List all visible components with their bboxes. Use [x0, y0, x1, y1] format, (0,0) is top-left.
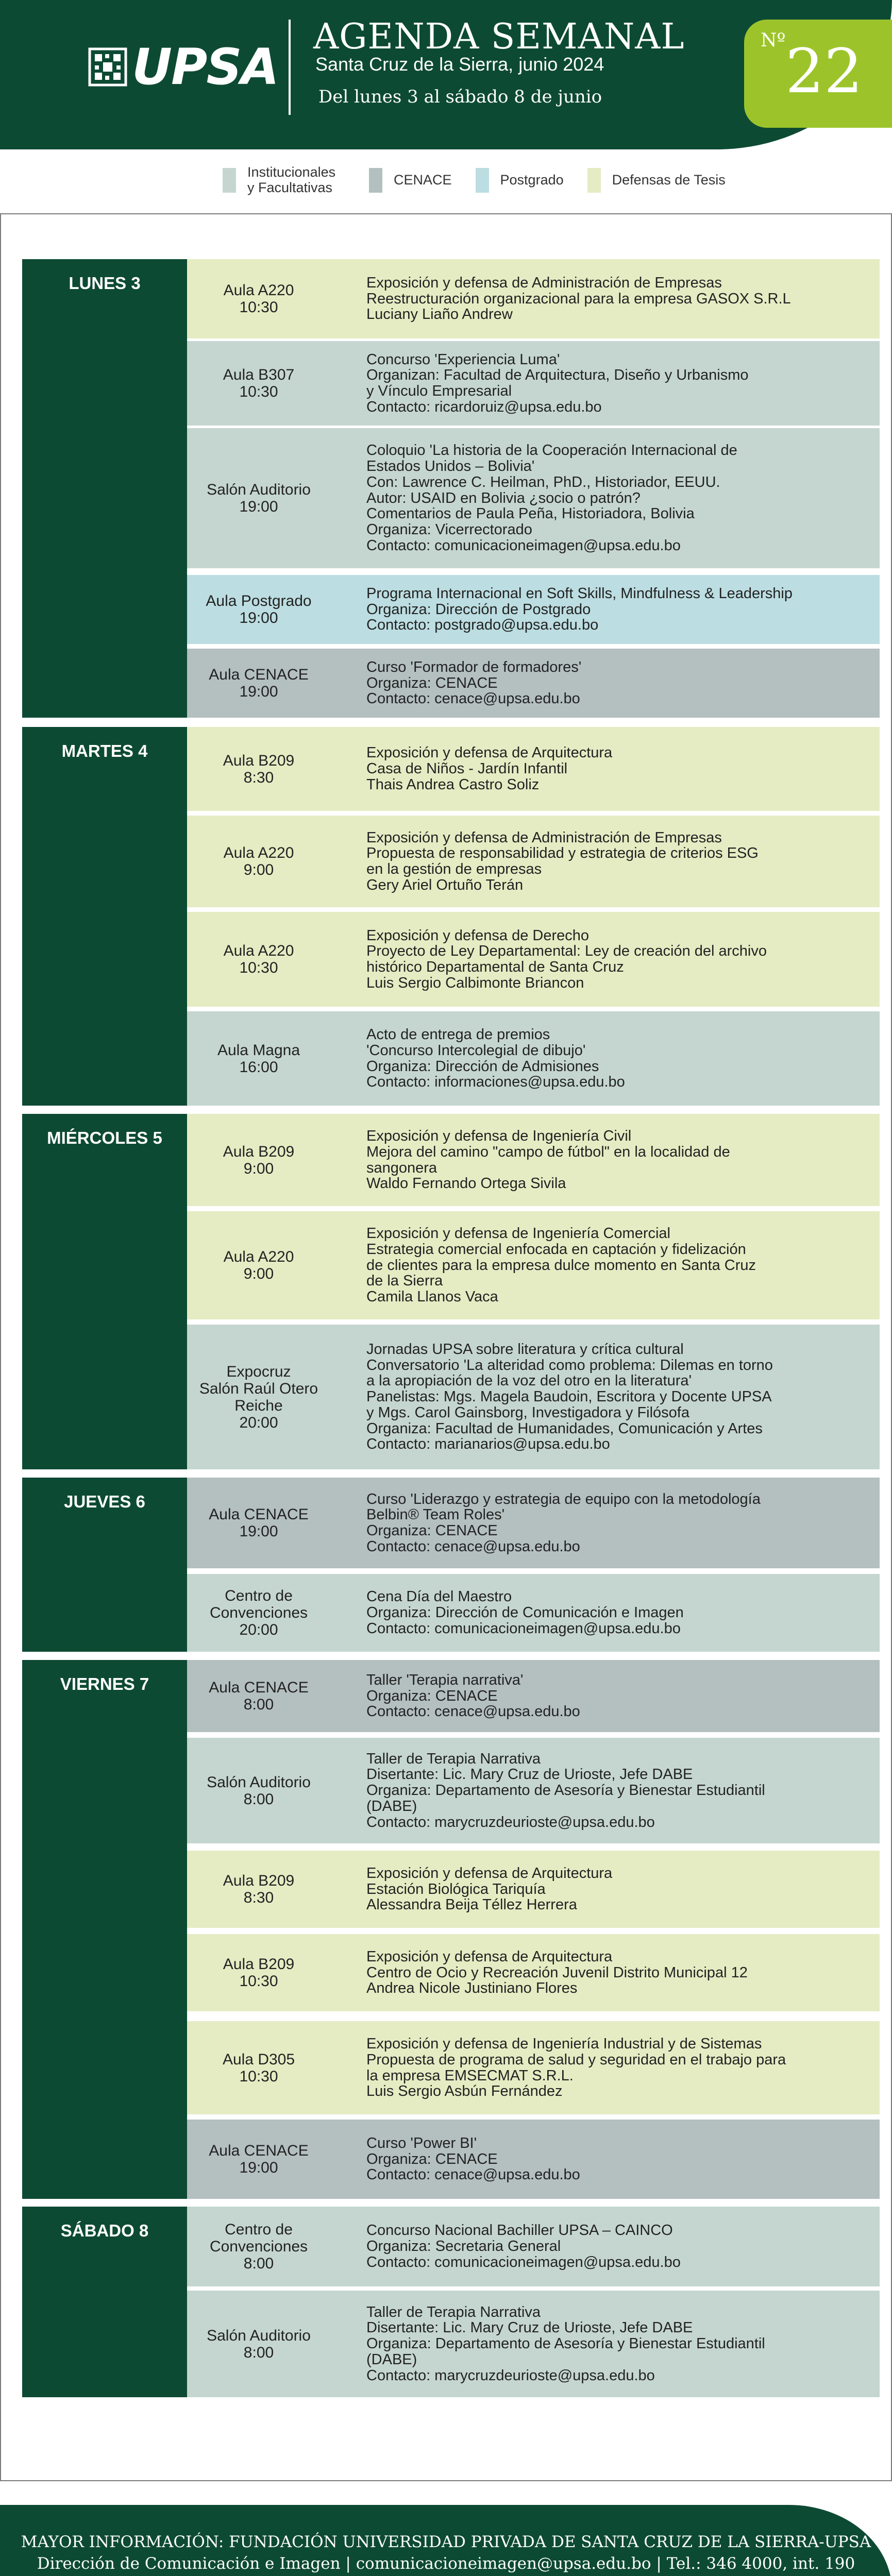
header-divider — [289, 20, 291, 115]
event-line: Taller de Terapia Narrativa — [366, 1750, 541, 1767]
event-line: Autor: USAID en Bolivia ¿socio o patrón? — [366, 489, 641, 506]
event-row — [187, 1574, 880, 1652]
event-line: Curso 'Power BI' — [366, 2134, 477, 2151]
event-place-line: Aula CENACE — [209, 666, 309, 683]
event-place-line: Aula B209 — [223, 1956, 295, 1973]
event-line: Exposición y defensa de Derecho — [366, 927, 590, 944]
event-row — [187, 912, 880, 1007]
event-line: Contacto: comunicacioneimagen@upsa.edu.bo — [366, 2253, 681, 2270]
date-range: Del lunes 3 al sábado 8 de junio — [318, 87, 602, 107]
event-row — [187, 1325, 880, 1469]
event-place-time — [187, 666, 330, 700]
event-place-line: 8:00 — [243, 2344, 274, 2361]
event-line: Organiza: Dirección de Comunicación e Imagen — [366, 1604, 684, 1621]
legend-swatch — [587, 168, 601, 193]
event-place-time — [187, 1506, 330, 1540]
event-line: Contacto: cenace@upsa.edu.bo — [366, 1703, 580, 1720]
event-line: Luis Sergio Asbún Fernández — [366, 2083, 563, 2100]
event-line: Disertante: Lic. Mary Cruz de Urioste, Jefe DABE — [366, 1766, 693, 1783]
event-description — [366, 2036, 806, 2099]
event-row — [187, 816, 880, 907]
logo-wordmark: UPSA — [132, 38, 278, 96]
footer-banner — [0, 2505, 892, 2576]
event-description — [366, 443, 758, 553]
event-place-line: Aula CENACE — [209, 1506, 309, 1523]
event-row — [187, 2291, 880, 2397]
event-line: (DABE) — [366, 2351, 417, 2368]
event-line: histórico Departamental de Santa Cruz — [366, 959, 624, 975]
event-row — [187, 341, 880, 426]
event-line: Casa de Niños - Jardín Infantil — [366, 760, 568, 777]
event-place-line: Centro de — [225, 1587, 293, 1604]
event-place-line: 9:00 — [243, 1160, 274, 1177]
event-line: Organiza: Dirección de Admisiones — [366, 1058, 599, 1075]
event-line: y Mgs. Carol Gainsborg, Investigadora y Filósofa — [366, 1404, 689, 1421]
event-row — [187, 259, 880, 338]
event-line: Contacto: marycruzdeurioste@upsa.edu.bo — [366, 2367, 655, 2384]
event-place-time — [187, 844, 330, 878]
event-place-line: 19:00 — [239, 1523, 278, 1540]
event-line: Contacto: ricardoruiz@upsa.edu.bo — [366, 398, 602, 415]
event-line: Propuesta de programa de salud y seguridad en el trabajo para — [366, 2051, 786, 2068]
event-place-line: 10:30 — [239, 299, 278, 316]
event-place-time — [187, 1363, 330, 1431]
event-line: Contacto: cenace@upsa.edu.bo — [366, 1538, 580, 1555]
event-place-time — [187, 1248, 330, 1282]
event-line: Cena Día del Maestro — [366, 1588, 512, 1605]
event-line: y Vínculo Empresarial — [366, 383, 512, 399]
event-line: Panelistas: Mgs. Magela Baudoin, Escritora y Docente UPSA — [366, 1388, 772, 1405]
event-place-line: Salón Auditorio — [207, 2327, 311, 2344]
event-place-line: Aula B307 — [223, 366, 295, 383]
event-line: Organiza: Secretaria General — [366, 2238, 561, 2255]
header-banner — [0, 0, 892, 149]
issue-number: 22 — [785, 36, 863, 107]
event-place-time — [187, 1679, 330, 1713]
event-description — [366, 2136, 601, 2183]
event-line: Centro de Ocio y Recreación Juvenil Distrito Municipal 12 — [366, 1964, 748, 1981]
event-place-line: 19:00 — [239, 2159, 278, 2176]
event-place-line: Aula Postgrado — [206, 592, 312, 609]
event-description — [366, 352, 769, 415]
event-line: Gery Ariel Ortuño Terán — [366, 876, 524, 893]
event-line: Organiza: CENACE — [366, 674, 498, 691]
event-row — [187, 727, 880, 811]
event-place-line: 19:00 — [239, 683, 278, 700]
event-row — [187, 1851, 880, 1928]
event-description — [366, 745, 633, 792]
event-place-line: Aula A220 — [223, 942, 294, 959]
event-place-time — [187, 1872, 330, 1906]
day-label: MARTES 4 — [22, 727, 187, 1106]
event-place-time — [187, 592, 330, 626]
event-line: Exposición y defensa de Arquitectura — [366, 1865, 613, 1882]
event-description — [366, 1589, 704, 1636]
event-line: Contacto: cenace@upsa.edu.bo — [366, 690, 580, 707]
event-place-line: 10:30 — [239, 2067, 278, 2085]
event-place-line: Aula D305 — [222, 2050, 295, 2068]
footer-contact: Dirección de Comunicación e Imagen | comunicacioneimagen@upsa.edu.bo | Tel.: 346 4000, int. 190 — [37, 2554, 855, 2573]
event-place-line: Aula A220 — [223, 844, 294, 861]
event-line: Reestructuración organizacional para la empresa GASOX S.R.L — [366, 290, 791, 307]
event-line: Estación Biológica Tariquía — [366, 1880, 546, 1897]
event-line: Exposición y defensa de Administración de Empresas — [366, 274, 722, 291]
event-line: la empresa EMSECMAT S.R.L. — [366, 2067, 574, 2084]
event-place-line: Aula A220 — [223, 282, 294, 299]
event-place-line: Salón Auditorio — [207, 481, 311, 498]
event-place-line: 9:00 — [243, 861, 274, 878]
footer-info: MAYOR INFORMACIÓN: FUNDACIÓN UNIVERSIDAD PRIVADA DE SANTA CRUZ DE LA SIERRA-UPSA — [21, 2533, 871, 2551]
issue-label: Nº — [761, 30, 786, 51]
category-legend — [223, 164, 749, 197]
legend-item-institucionales — [223, 165, 345, 195]
event-line: Programa Internacional en Soft Skills, Mindfulness & Leadership — [366, 585, 793, 602]
event-description — [366, 659, 602, 707]
legend-swatch — [369, 168, 382, 193]
event-place-line: Convenciones — [209, 1604, 308, 1621]
event-line: Contacto: cenace@upsa.edu.bo — [366, 2166, 580, 2183]
event-place-line: Aula Magna — [217, 1041, 300, 1059]
day-label: JUEVES 6 — [22, 1478, 187, 1652]
event-line: Contacto: marycruzdeurioste@upsa.edu.bo — [366, 1814, 655, 1831]
event-row — [187, 575, 880, 644]
event-place-line: 20:00 — [239, 1414, 278, 1431]
frame-top-line — [0, 213, 892, 214]
event-place-line: Convenciones — [209, 2238, 308, 2255]
event-line: Organiza: CENACE — [366, 2150, 498, 2167]
event-place-line: Centro de — [225, 2221, 293, 2238]
event-line: Organizan: Facultad de Arquitectura, Diseño y Urbanismo — [366, 367, 749, 384]
event-place-line: 8:00 — [243, 1696, 274, 1713]
event-line: Luis Sergio Calbimonte Briancon — [366, 974, 584, 991]
day-label: VIERNES 7 — [22, 1660, 187, 2199]
event-line: Proyecto de Ley Departamental: Ley de creación del archivo — [366, 943, 767, 960]
legend-item-postgrado — [476, 168, 564, 193]
event-line: Organiza: CENACE — [366, 1687, 498, 1704]
event-row — [187, 1660, 880, 1732]
event-row — [187, 2120, 880, 2199]
event-line: Conversatorio 'La alteridad como problema: Dilemas en torno — [366, 1357, 773, 1374]
event-line: Con: Lawrence C. Heilman, PhD., Historiador, EEUU. — [366, 473, 720, 490]
event-place-time — [187, 2142, 330, 2176]
event-line: Curso 'Formador de formadores' — [366, 658, 582, 675]
event-place-line: 10:30 — [239, 383, 278, 400]
event-line: Andrea Nicole Justiniano Flores — [366, 1980, 578, 1997]
event-place-line: 19:00 — [239, 609, 278, 626]
page-title: AGENDA SEMANAL — [313, 16, 685, 57]
event-line: Concurso Nacional Bachiller UPSA – CAINCO — [366, 2222, 673, 2239]
event-place-line: 20:00 — [239, 1621, 278, 1638]
event-row — [187, 1478, 880, 1568]
event-place-time — [187, 1956, 330, 1990]
event-place-time — [187, 1587, 330, 1638]
event-line: Exposición y defensa de Ingeniería Civil — [366, 1128, 632, 1145]
event-line: Alessandra Beija Téllez Herrera — [366, 1896, 577, 1913]
event-row — [187, 1011, 880, 1106]
legend-label: Defensas de Tesis — [612, 172, 726, 188]
event-row — [187, 2207, 880, 2286]
event-line: Curso 'Liderazgo y estrategia de equipo con la metodología — [366, 1490, 761, 1507]
event-line: Jornadas UPSA sobre literatura y crítica cultural — [366, 1341, 684, 1358]
event-description — [366, 1342, 794, 1452]
event-line: Mejora del camino "campo de fútbol" en la localidad de — [366, 1143, 730, 1160]
event-line: en la gestión de empresas — [366, 861, 542, 877]
event-line: Belbin® Team Roles' — [366, 1506, 505, 1523]
event-line: Acto de entrega de premios — [366, 1026, 550, 1043]
event-line: Contacto: postgrado@upsa.edu.bo — [366, 617, 599, 634]
event-description — [366, 2223, 701, 2270]
event-line: Exposición y defensa de Ingeniería Industrial y de Sistemas — [366, 2036, 762, 2053]
event-description — [366, 1866, 633, 1913]
event-place-time — [187, 1774, 330, 1808]
event-description — [366, 275, 812, 323]
event-place-line: 10:30 — [239, 959, 278, 976]
event-description — [366, 1751, 786, 1831]
day-label: SÁBADO 8 — [22, 2207, 187, 2397]
event-line: Exposición y defensa de Administración de Empresas — [366, 829, 722, 846]
event-row — [187, 2021, 880, 2114]
event-place-line: 8:00 — [243, 2255, 274, 2272]
event-line: de clientes para la empresa dulce momento en Santa Cruz — [366, 1257, 756, 1274]
event-line: Organiza: Vicerrectorado — [366, 521, 532, 538]
event-place-time — [187, 2327, 330, 2361]
event-place-line: Reiche — [234, 1397, 283, 1414]
legend-item-cenace — [369, 168, 452, 193]
event-line: Contacto: comunicacioneimagen@upsa.edu.bo — [366, 1620, 681, 1637]
event-line: Contacto: informaciones@upsa.edu.bo — [366, 1074, 625, 1091]
legend-item-defensas — [587, 168, 726, 193]
event-line: a la apropiación de la voz del otro en la literatura' — [366, 1372, 692, 1389]
event-line: Contacto: comunicacioneimagen@upsa.edu.bo — [366, 537, 681, 554]
event-place-line: Aula B209 — [223, 752, 295, 769]
event-place-line: Salón Raúl Otero — [199, 1380, 318, 1397]
event-place-line: Aula A220 — [223, 1248, 294, 1265]
event-line: Exposición y defensa de Ingeniería Comercial — [366, 1225, 670, 1242]
event-line: Exposición y defensa de Arquitectura — [366, 1948, 613, 1965]
event-row — [187, 428, 880, 568]
event-line: Waldo Fernando Ortega Sivila — [366, 1175, 566, 1192]
event-place-time — [187, 2051, 330, 2085]
frame-bottom-line — [0, 2480, 892, 2481]
event-line: Camila Llanos Vaca — [366, 1289, 498, 1306]
event-line: Taller 'Terapia narrativa' — [366, 1671, 524, 1688]
event-row — [187, 1934, 880, 2011]
event-line: Organiza: CENACE — [366, 1522, 498, 1539]
upsa-logo — [88, 36, 278, 98]
event-line: Luciany Liaño Andrew — [366, 306, 513, 323]
event-place-line: Aula B209 — [223, 1872, 295, 1889]
event-line: Concurso 'Experiencia Luma' — [366, 351, 560, 368]
event-place-time — [187, 2221, 330, 2272]
event-line: Taller de Terapia Narrativa — [366, 2303, 541, 2320]
event-line: Propuesta de responsabilidad y estrategia de criterios ESG — [366, 845, 759, 862]
event-description — [366, 1672, 601, 1720]
event-row — [187, 1114, 880, 1206]
legend-swatch — [223, 168, 236, 193]
event-place-line: 8:00 — [243, 1790, 274, 1808]
day-label: LUNES 3 — [22, 259, 187, 718]
event-line: sangonera — [366, 1159, 437, 1176]
event-place-time — [187, 942, 330, 976]
event-line: Estrategia comercial enfocada en captación y fidelización — [366, 1241, 746, 1258]
issue-badge — [744, 20, 892, 128]
event-row — [187, 1738, 880, 1843]
event-line: (DABE) — [366, 1798, 417, 1815]
event-place-line: Aula CENACE — [209, 2142, 309, 2159]
event-line: Disertante: Lic. Mary Cruz de Urioste, Jefe DABE — [366, 2319, 693, 2336]
event-line: de la Sierra — [366, 1273, 443, 1290]
event-place-line: Salón Auditorio — [207, 1773, 311, 1791]
event-description — [366, 1492, 781, 1555]
event-description — [366, 586, 813, 633]
event-place-line: 9:00 — [243, 1265, 274, 1282]
event-place-time — [187, 1143, 330, 1177]
event-description — [366, 2304, 786, 2384]
event-place-line: 10:30 — [239, 1973, 278, 1990]
event-place-line: Aula B209 — [223, 1143, 295, 1160]
event-place-time — [187, 481, 330, 515]
upsa-emblem-icon — [88, 47, 128, 87]
legend-label: Institucionales y Facultativas — [247, 164, 336, 195]
event-line: Thais Andrea Castro Soliz — [366, 776, 540, 793]
event-line: 'Concurso Intercolegial de dibujo' — [366, 1042, 586, 1059]
event-line: Comentarios de Paula Peña, Historiadora, Bolivia — [366, 505, 695, 522]
event-line: Organiza: Departamento de Asesoría y Bienestar Estudiantil — [366, 2335, 765, 2352]
event-line: Organiza: Departamento de Asesoría y Bienestar Estudiantil — [366, 1782, 765, 1799]
event-place-time — [187, 282, 330, 316]
event-place-line: 8:30 — [243, 1889, 274, 1906]
page-subtitle: Santa Cruz de la Sierra, junio 2024 — [315, 54, 604, 75]
event-line: Organiza: Dirección de Postgrado — [366, 601, 591, 618]
event-place-time — [187, 752, 330, 786]
event-description — [366, 1027, 646, 1090]
event-place-line: 16:00 — [239, 1058, 278, 1076]
event-place-line: Expocruz — [226, 1363, 291, 1380]
legend-swatch — [476, 168, 489, 193]
event-place-time — [187, 366, 330, 400]
day-label: MIÉRCOLES 5 — [22, 1114, 187, 1469]
event-description — [366, 1128, 751, 1192]
event-row — [187, 649, 880, 718]
event-row — [187, 1211, 880, 1319]
event-line: Exposición y defensa de Arquitectura — [366, 744, 613, 761]
event-line: Estados Unidos – Bolivia' — [366, 458, 535, 475]
frame-left-line — [0, 214, 1, 2481]
event-place-line: 8:30 — [243, 769, 274, 786]
event-line: Organiza: Facultad de Humanidades, Comunicación y Artes — [366, 1420, 763, 1437]
legend-label: Postgrado — [500, 172, 564, 188]
event-line: Coloquio 'La historia de la Cooperación Internacional de — [366, 442, 737, 459]
event-place-time — [187, 1042, 330, 1076]
legend-label: CENACE — [394, 172, 452, 188]
event-description — [366, 1226, 777, 1305]
event-description — [366, 1949, 768, 1996]
event-description — [366, 928, 787, 991]
event-place-line: Aula CENACE — [209, 1679, 309, 1696]
event-description — [366, 830, 779, 893]
event-place-line: 19:00 — [239, 498, 278, 515]
event-line: Contacto: marianarios@upsa.edu.bo — [366, 1436, 610, 1453]
